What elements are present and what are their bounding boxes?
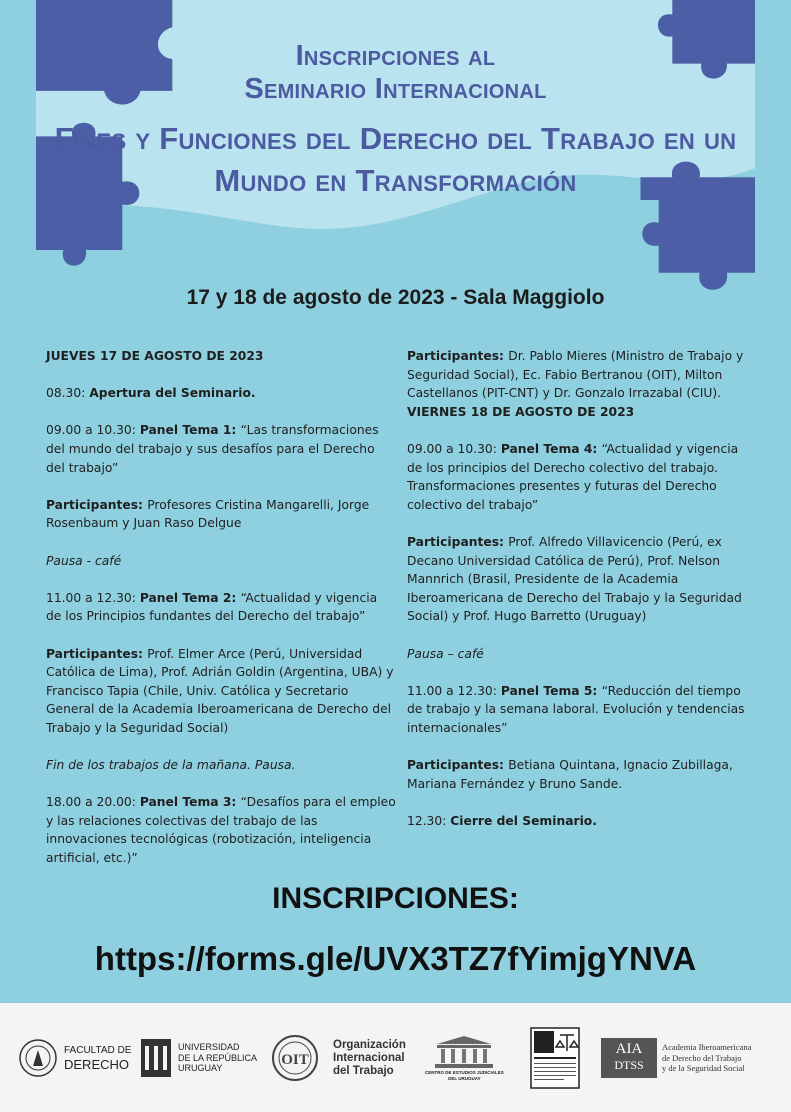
svg-text:OIT: OIT xyxy=(281,1052,309,1068)
fder-logo: FACULTAD DE DERECHO xyxy=(18,1023,131,1093)
coffee-break-2: Pausa – café xyxy=(407,646,484,661)
program-column-left xyxy=(46,347,396,886)
title-line-1: Inscripciones al xyxy=(295,40,496,72)
courthouse-icon xyxy=(431,1034,497,1070)
aiadtss-mark: AIA DTSS xyxy=(601,1038,657,1078)
aiadtss-logo: AIA DTSS Academia Iberoamericana de Derecho del Trabajo y de la Seguridad Social xyxy=(601,1023,751,1093)
oit-logo: OIT Organización Internacional del Trabajo xyxy=(265,1023,406,1093)
justice-emblem-logo xyxy=(530,1023,580,1093)
registration-link[interactable]: https://forms.gle/UVX3TZ7fYimjgYNVA xyxy=(94,940,697,977)
seminar-subtitle xyxy=(0,118,791,202)
panel3-item: 18.00 a 20.00: Panel Tema 3: “Desafíos para el empleo y las relaciones colectivas del trabajo de las innovaciones tecnológicas (robotización, inteligencia artificial, etc.)” xyxy=(46,795,396,866)
panel5-participants: Participantes: Betiana Quintana, Ignacio Zubillaga, Mariana Fernández y Bruno Sande. xyxy=(407,758,733,791)
fder-seal-icon xyxy=(18,1038,58,1078)
day1-heading: JUEVES 17 DE AGOSTO DE 2023 xyxy=(46,349,264,363)
panel3-participants: Participantes: Dr. Pablo Mieres (Ministro de Trabajo y Seguridad Social), Ec. Fabio Bertranou (OIT), Milton Castellanos (PIT-CNT) y Dr. Gonzalo Irrazabal (CIU). xyxy=(407,349,744,401)
subtitle-line-1: Fines y Funciones del Derecho del Trabajo en un xyxy=(54,121,737,156)
main-title xyxy=(0,40,791,106)
title-line-2: Seminario Internacional xyxy=(244,73,547,105)
panel2-participants: Participantes: Prof. Elmer Arce (Perú, Universidad Católica de Lima), Prof. Adrián Goldin (Argentina, UBA) y Francisco Tapia (Chile, Univ. Católica y Secretario General de la Academia Iberoamericana de Derecho del Trabajo y la Seguridad Social) xyxy=(46,646,394,735)
panel4-item: 09.00 a 10.30: Panel Tema 4: “Actualidad y vigencia de los principios del Derecho colectivo del trabajo. Transformaciones presentes y futuras del Derecho colectivo del trabajo” xyxy=(407,441,739,512)
panel4-participants: Participantes: Prof. Alfredo Villavicencio (Perú, ex Decano Universidad Católica de Perú), Prof. Nelson Mannrich (Brasil, Presidente de la Academia Iberoamericana de Derecho del Trabajo y la Seguridad Social) y Prof. Hugo Barretto (Uruguay) xyxy=(407,534,742,624)
panel1-participants: Participantes: Profesores Cristina Mangarelli, Jorge Rosenbaum y Juan Raso Delgue xyxy=(46,497,370,531)
program-column-right xyxy=(407,347,752,849)
udelar-building-icon xyxy=(140,1038,172,1078)
end-morning-note: Fin de los trabajos de la mañana. Pausa. xyxy=(46,758,296,773)
panel2-item: 11.00 a 12.30: Panel Tema 2: “Actualidad y vigencia de los Principios fundantes del Derecho del trabajo” xyxy=(46,590,378,624)
cej-logo: CENTRO DE ESTUDIOS JUDICIALES DEL URUGUAY xyxy=(425,1023,504,1093)
registration-label: INSCRIPCIONES: xyxy=(272,882,519,915)
coffee-break-1: Pausa - café xyxy=(46,553,122,568)
oit-emblem-icon xyxy=(265,1033,325,1083)
scales-of-justice-icon xyxy=(530,1027,580,1089)
event-date: 17 y 18 de agosto de 2023 - Sala Maggiolo xyxy=(186,286,605,309)
opening-item: 08.30: Apertura del Seminario. xyxy=(46,386,256,401)
panel5-item: 11.00 a 12.30: Panel Tema 5: “Reducción del tiempo de trabajo y la semana laboral. Evolución y tendencias internacionales” xyxy=(407,683,745,735)
closing-item: 12.30: Cierre del Seminario. xyxy=(407,813,597,828)
subtitle-line-2: Mundo en Transformación xyxy=(214,163,577,198)
sponsor-logos-bar xyxy=(0,1003,791,1112)
day2-heading: VIERNES 18 DE AGOSTO DE 2023 xyxy=(407,404,635,419)
panel1-item: 09.00 a 10.30: Panel Tema 1: “Las transformaciones del mundo del trabajo y sus desafíos para el Derecho del trabajo” xyxy=(46,423,379,475)
udelar-logo: UNIVERSIDAD DE LA REPÚBLICA URUGUAY xyxy=(140,1023,257,1093)
